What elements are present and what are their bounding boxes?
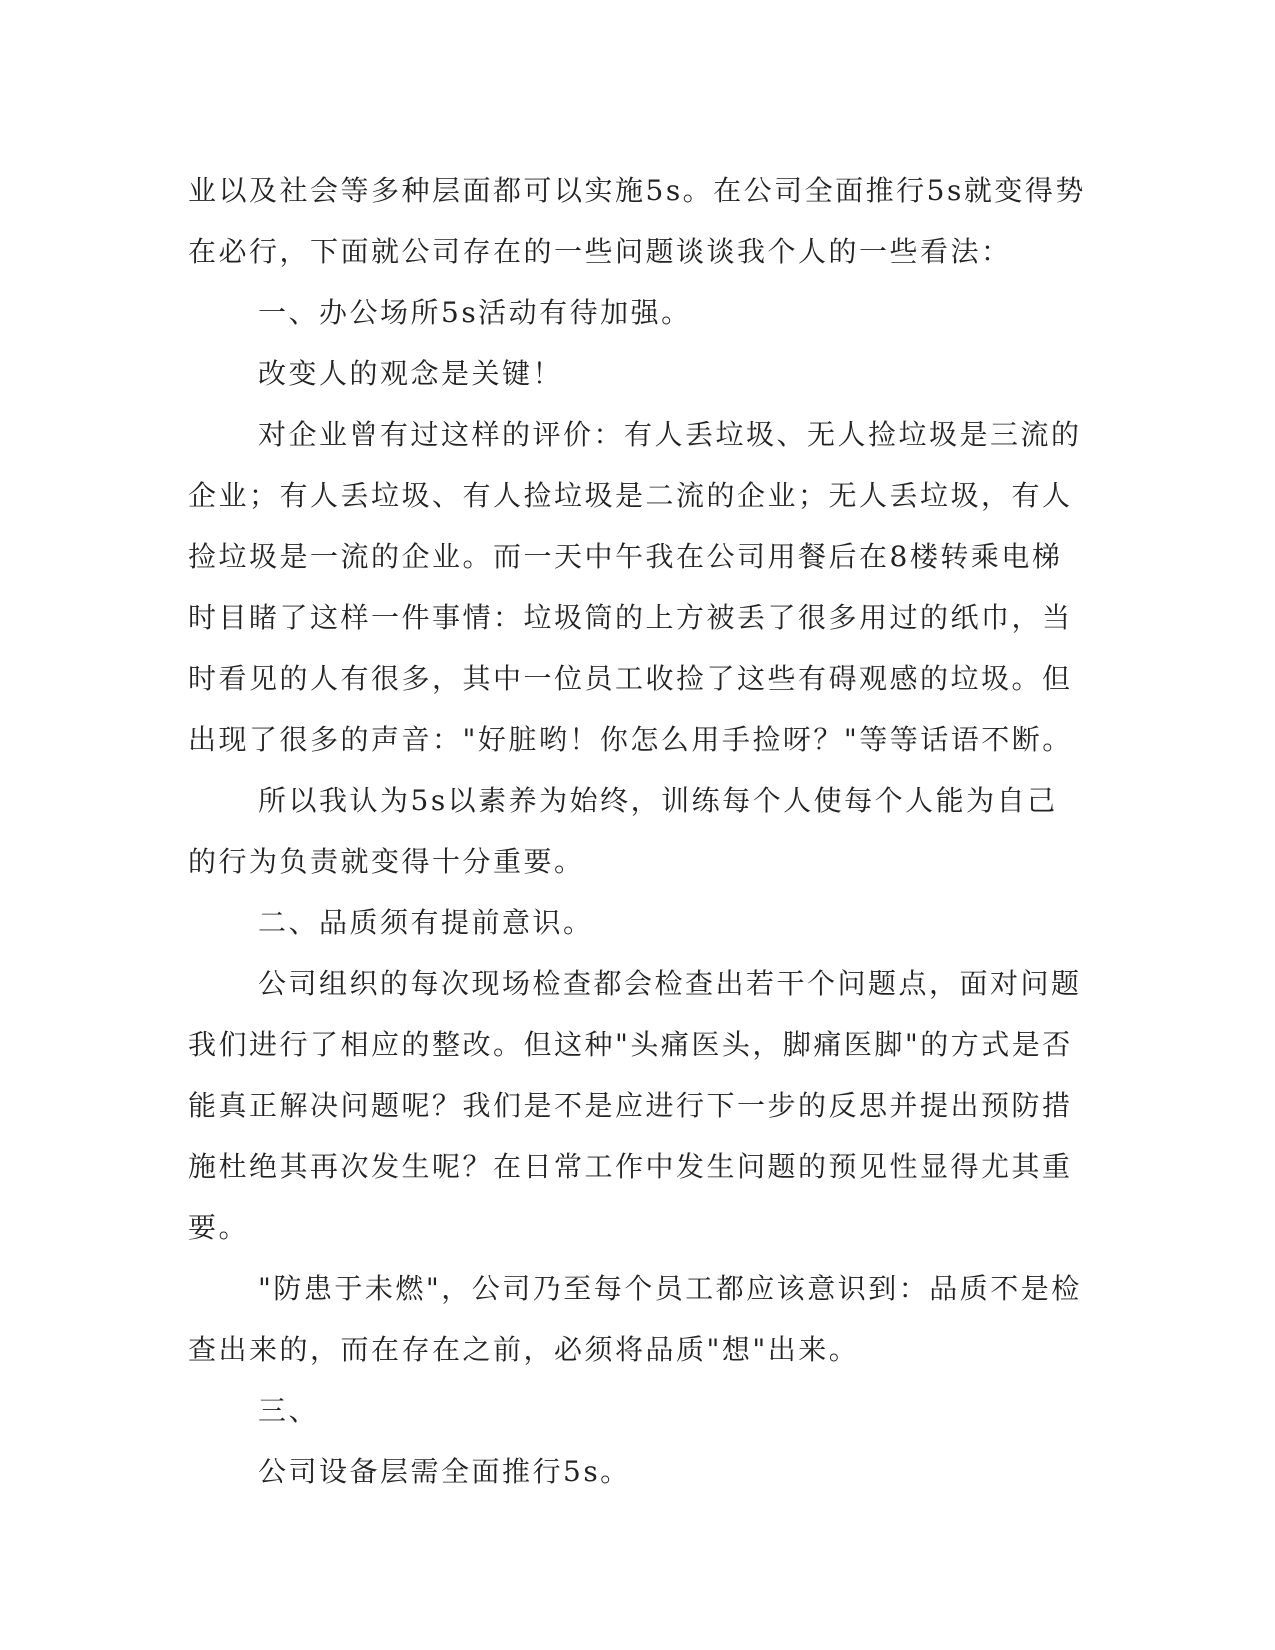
paragraph: 改变人的观念是关键！ <box>258 357 564 390</box>
paragraph: "防患于未燃"，公司乃至每个员工都应该意识到：品质不是检查出来的，而在存在之前，必须将品质"想"出来。 <box>188 1272 1082 1366</box>
paragraph-continuation: 业以及社会等多种层面都可以实施5s。在公司全面推行5s就变得势在必行，下面就公司存在的一些问题谈谈我个人的一些看法： <box>188 174 1086 268</box>
paragraph: 对企业曾有过这样的评价：有人丢垃圾、无人捡垃圾是三流的企业；有人丢垃圾、有人捡垃圾是二流的企业；无人丢垃圾，有人捡垃圾是一流的企业。而一天中午我在公司用餐后在8楼转乘电梯时目睹了这样一件事情：垃圾筒的上方被丢了很多用过的纸巾，当时看见的人有很多，其中一位员工收捡了这些有碍观感的垃圾。但出现了很多的声音："好脏哟！你怎么用手捡呀？"等等话语不断。 <box>188 418 1082 756</box>
section-heading-2: 二、品质须有提前意识。 <box>258 906 594 939</box>
paragraph: 公司设备层需全面推行5s。 <box>258 1455 631 1488</box>
section-heading-1: 一、办公场所5s活动有待加强。 <box>258 296 692 329</box>
paragraph: 所以我认为5s以素养为始终，训练每个人使每个人能为自己的行为负责就变得十分重要。 <box>188 784 1058 878</box>
section-heading-3: 三、 <box>258 1394 320 1427</box>
paragraph: 公司组织的每次现场检查都会检查出若干个问题点，面对问题我们进行了相应的整改。但这种"头痛医头，脚痛医脚"的方式是否能真正解决问题呢？我们是不是应进行下一步的反思并提出预防措施杜绝其再次发生呢？在日常工作中发生问题的预见性显得尤其重要。 <box>188 967 1082 1244</box>
document-body <box>188 160 1088 1502</box>
